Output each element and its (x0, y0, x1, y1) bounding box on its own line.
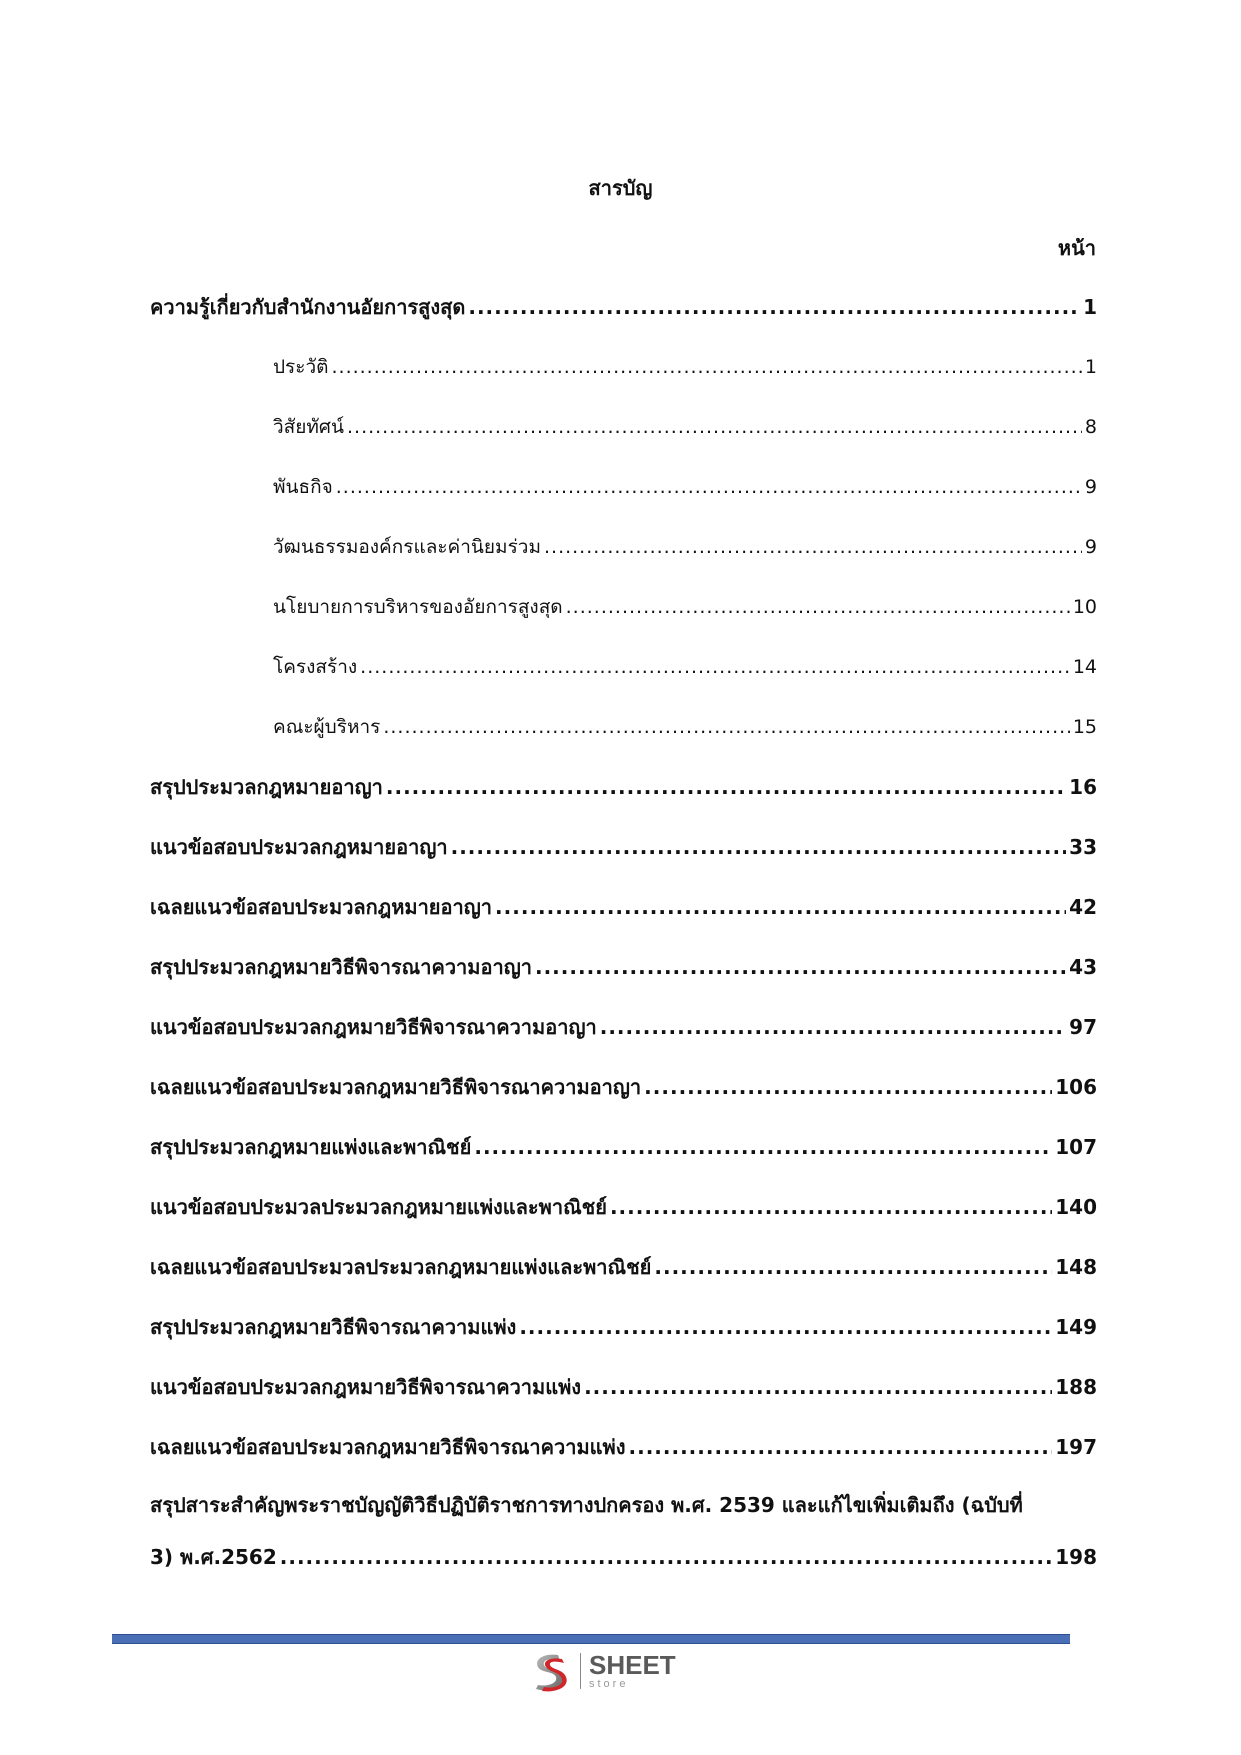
dot-leader (474, 1132, 1052, 1162)
dot-leader (629, 1432, 1053, 1462)
toc-entry-page: 43 (1069, 955, 1097, 979)
toc-entry[interactable] (150, 1072, 1097, 1102)
logo-word: SHEET (589, 1650, 676, 1680)
toc-entry-label: วัฒนธรรมองค์กรและค่านิยมร่วม (273, 536, 541, 558)
toc-entry-label: สรุปประมวลกฎหมายวิธีพิจารณาความแพ่ง (150, 1315, 517, 1339)
dot-leader (654, 1252, 1052, 1282)
toc-entry-label: ความรู้เกี่ยวกับสำนักงานอัยการสูงสุด (150, 295, 466, 319)
toc-entry-page: 16 (1069, 775, 1097, 799)
toc-entry-continuation (150, 1542, 1097, 1572)
logo-text (589, 1652, 676, 1690)
toc-entry-label: แนวข้อสอบประมวลกฎหมายอาญา (150, 835, 448, 859)
toc-subentry[interactable] (273, 412, 1097, 442)
toc-subentry[interactable] (273, 472, 1097, 502)
toc-entry-page: 198 (1055, 1545, 1097, 1569)
toc-entry-page: 106 (1055, 1075, 1097, 1099)
toc-entry-label: สรุปสาระสำคัญพระราชบัญญัติวิธีปฏิบัติราชการทางปกครอง พ.ศ. 2539 และแก้ไขเพิ่มเติมถึง (ฉบับที่ (150, 1493, 1023, 1517)
toc-entry-label: สรุปประมวลกฎหมายวิธีพิจารณาความอาญา (150, 955, 532, 979)
toc-entry-label: นโยบายการบริหารของอัยการสูงสุด (273, 596, 563, 618)
toc-entry-label: วิสัยทัศน์ (273, 416, 344, 438)
toc-entry-label: โครงสร้าง (273, 656, 358, 678)
dot-leader (566, 592, 1070, 622)
toc-entry[interactable] (150, 1372, 1097, 1402)
toc-entry[interactable] (150, 1012, 1097, 1042)
logo-separator (580, 1653, 581, 1689)
dot-leader (495, 892, 1066, 922)
dot-leader (336, 472, 1082, 502)
dot-leader (600, 1012, 1066, 1042)
dot-leader (360, 652, 1070, 682)
toc-entry-label: คณะผู้บริหาร (273, 716, 381, 738)
dot-leader (468, 292, 1080, 322)
logo-subword: store (589, 1678, 629, 1690)
dot-leader (610, 1192, 1052, 1222)
toc-entry-page: 33 (1069, 835, 1097, 859)
toc-entry-label: เฉลยแนวข้อสอบประมวลประมวลกฎหมายแพ่งและพาณิชย์ (150, 1255, 652, 1279)
dot-leader (347, 412, 1082, 442)
toc-entry-label: ประวัติ (273, 356, 329, 378)
toc-entry-page: 140 (1055, 1195, 1097, 1219)
dot-leader (535, 952, 1066, 982)
page-title: สารบัญ (588, 176, 653, 200)
dot-leader (451, 832, 1067, 862)
toc-entry-label-continued: 3) พ.ศ.2562 (150, 1545, 277, 1569)
toc-entry[interactable] (150, 832, 1097, 862)
toc-subentry[interactable] (273, 652, 1097, 682)
toc-entry-label: เฉลยแนวข้อสอบประมวลกฎหมายวิธีพิจารณาความแพ่ง (150, 1435, 626, 1459)
dot-leader (584, 1372, 1052, 1402)
toc-entry-page: 97 (1069, 1015, 1097, 1039)
toc-entry-page: 9 (1084, 536, 1097, 558)
dot-leader (386, 772, 1066, 802)
toc-entry[interactable] (150, 1312, 1097, 1342)
toc-subentry[interactable] (273, 712, 1097, 742)
toc-entry-page: 1 (1084, 356, 1097, 378)
toc-entry-page: 149 (1055, 1315, 1097, 1339)
toc-entry-page: 9 (1084, 476, 1097, 498)
sheet-store-logo (528, 1649, 676, 1693)
toc-entry-label: เฉลยแนวข้อสอบประมวลกฎหมายอาญา (150, 895, 493, 919)
toc-entry-page: 10 (1072, 596, 1097, 618)
toc-entry[interactable] (150, 952, 1097, 982)
dot-leader (280, 1542, 1052, 1572)
toc-entry[interactable] (150, 1252, 1097, 1282)
dot-leader (544, 532, 1082, 562)
dot-leader (644, 1072, 1052, 1102)
toc-subentry[interactable] (273, 592, 1097, 622)
toc-subentry[interactable] (273, 352, 1097, 382)
toc-entry[interactable] (150, 892, 1097, 922)
toc-entry[interactable] (150, 772, 1097, 802)
toc-entry-page: 14 (1072, 656, 1097, 678)
toc-entry[interactable] (150, 1192, 1097, 1222)
toc-entry-page: 1 (1083, 295, 1097, 319)
toc-entry-label: พันธกิจ (273, 476, 333, 498)
toc-entry[interactable] (150, 292, 1097, 322)
toc-entry-label: แนวข้อสอบประมวลกฎหมายวิธีพิจารณาความแพ่ง (150, 1375, 582, 1399)
toc-entry-label: เฉลยแนวข้อสอบประมวลกฎหมายวิธีพิจารณาความอาญา (150, 1075, 642, 1099)
footer-rule (112, 1634, 1070, 1644)
dot-leader (383, 712, 1069, 742)
dot-leader (519, 1312, 1052, 1342)
toc-entry-page: 15 (1072, 716, 1097, 738)
toc-entry-page: 42 (1069, 895, 1097, 919)
sheet-store-logo-icon (528, 1649, 572, 1693)
toc-entry-label: สรุปประมวลกฎหมายอาญา (150, 775, 383, 799)
toc-entry[interactable] (150, 1432, 1097, 1462)
toc-entry-label: แนวข้อสอบประมวลประมวลกฎหมายแพ่งและพาณิชย์ (150, 1195, 607, 1219)
toc-entry-label: แนวข้อสอบประมวลกฎหมายวิธีพิจารณาความอาญา (150, 1015, 597, 1039)
toc-entry-page: 148 (1055, 1255, 1097, 1279)
toc-entry-multiline[interactable] (150, 1490, 1097, 1572)
page-column-heading: หน้า (1057, 236, 1096, 260)
dot-leader (331, 352, 1081, 382)
toc-entry[interactable] (150, 1132, 1097, 1162)
toc-subentry[interactable] (273, 532, 1097, 562)
toc-entry-page: 188 (1055, 1375, 1097, 1399)
toc-entry-page: 197 (1055, 1435, 1097, 1459)
toc-entry-page: 107 (1055, 1135, 1097, 1159)
toc-entry-label: สรุปประมวลกฎหมายแพ่งและพาณิชย์ (150, 1135, 472, 1159)
toc-entry-page: 8 (1084, 416, 1097, 438)
